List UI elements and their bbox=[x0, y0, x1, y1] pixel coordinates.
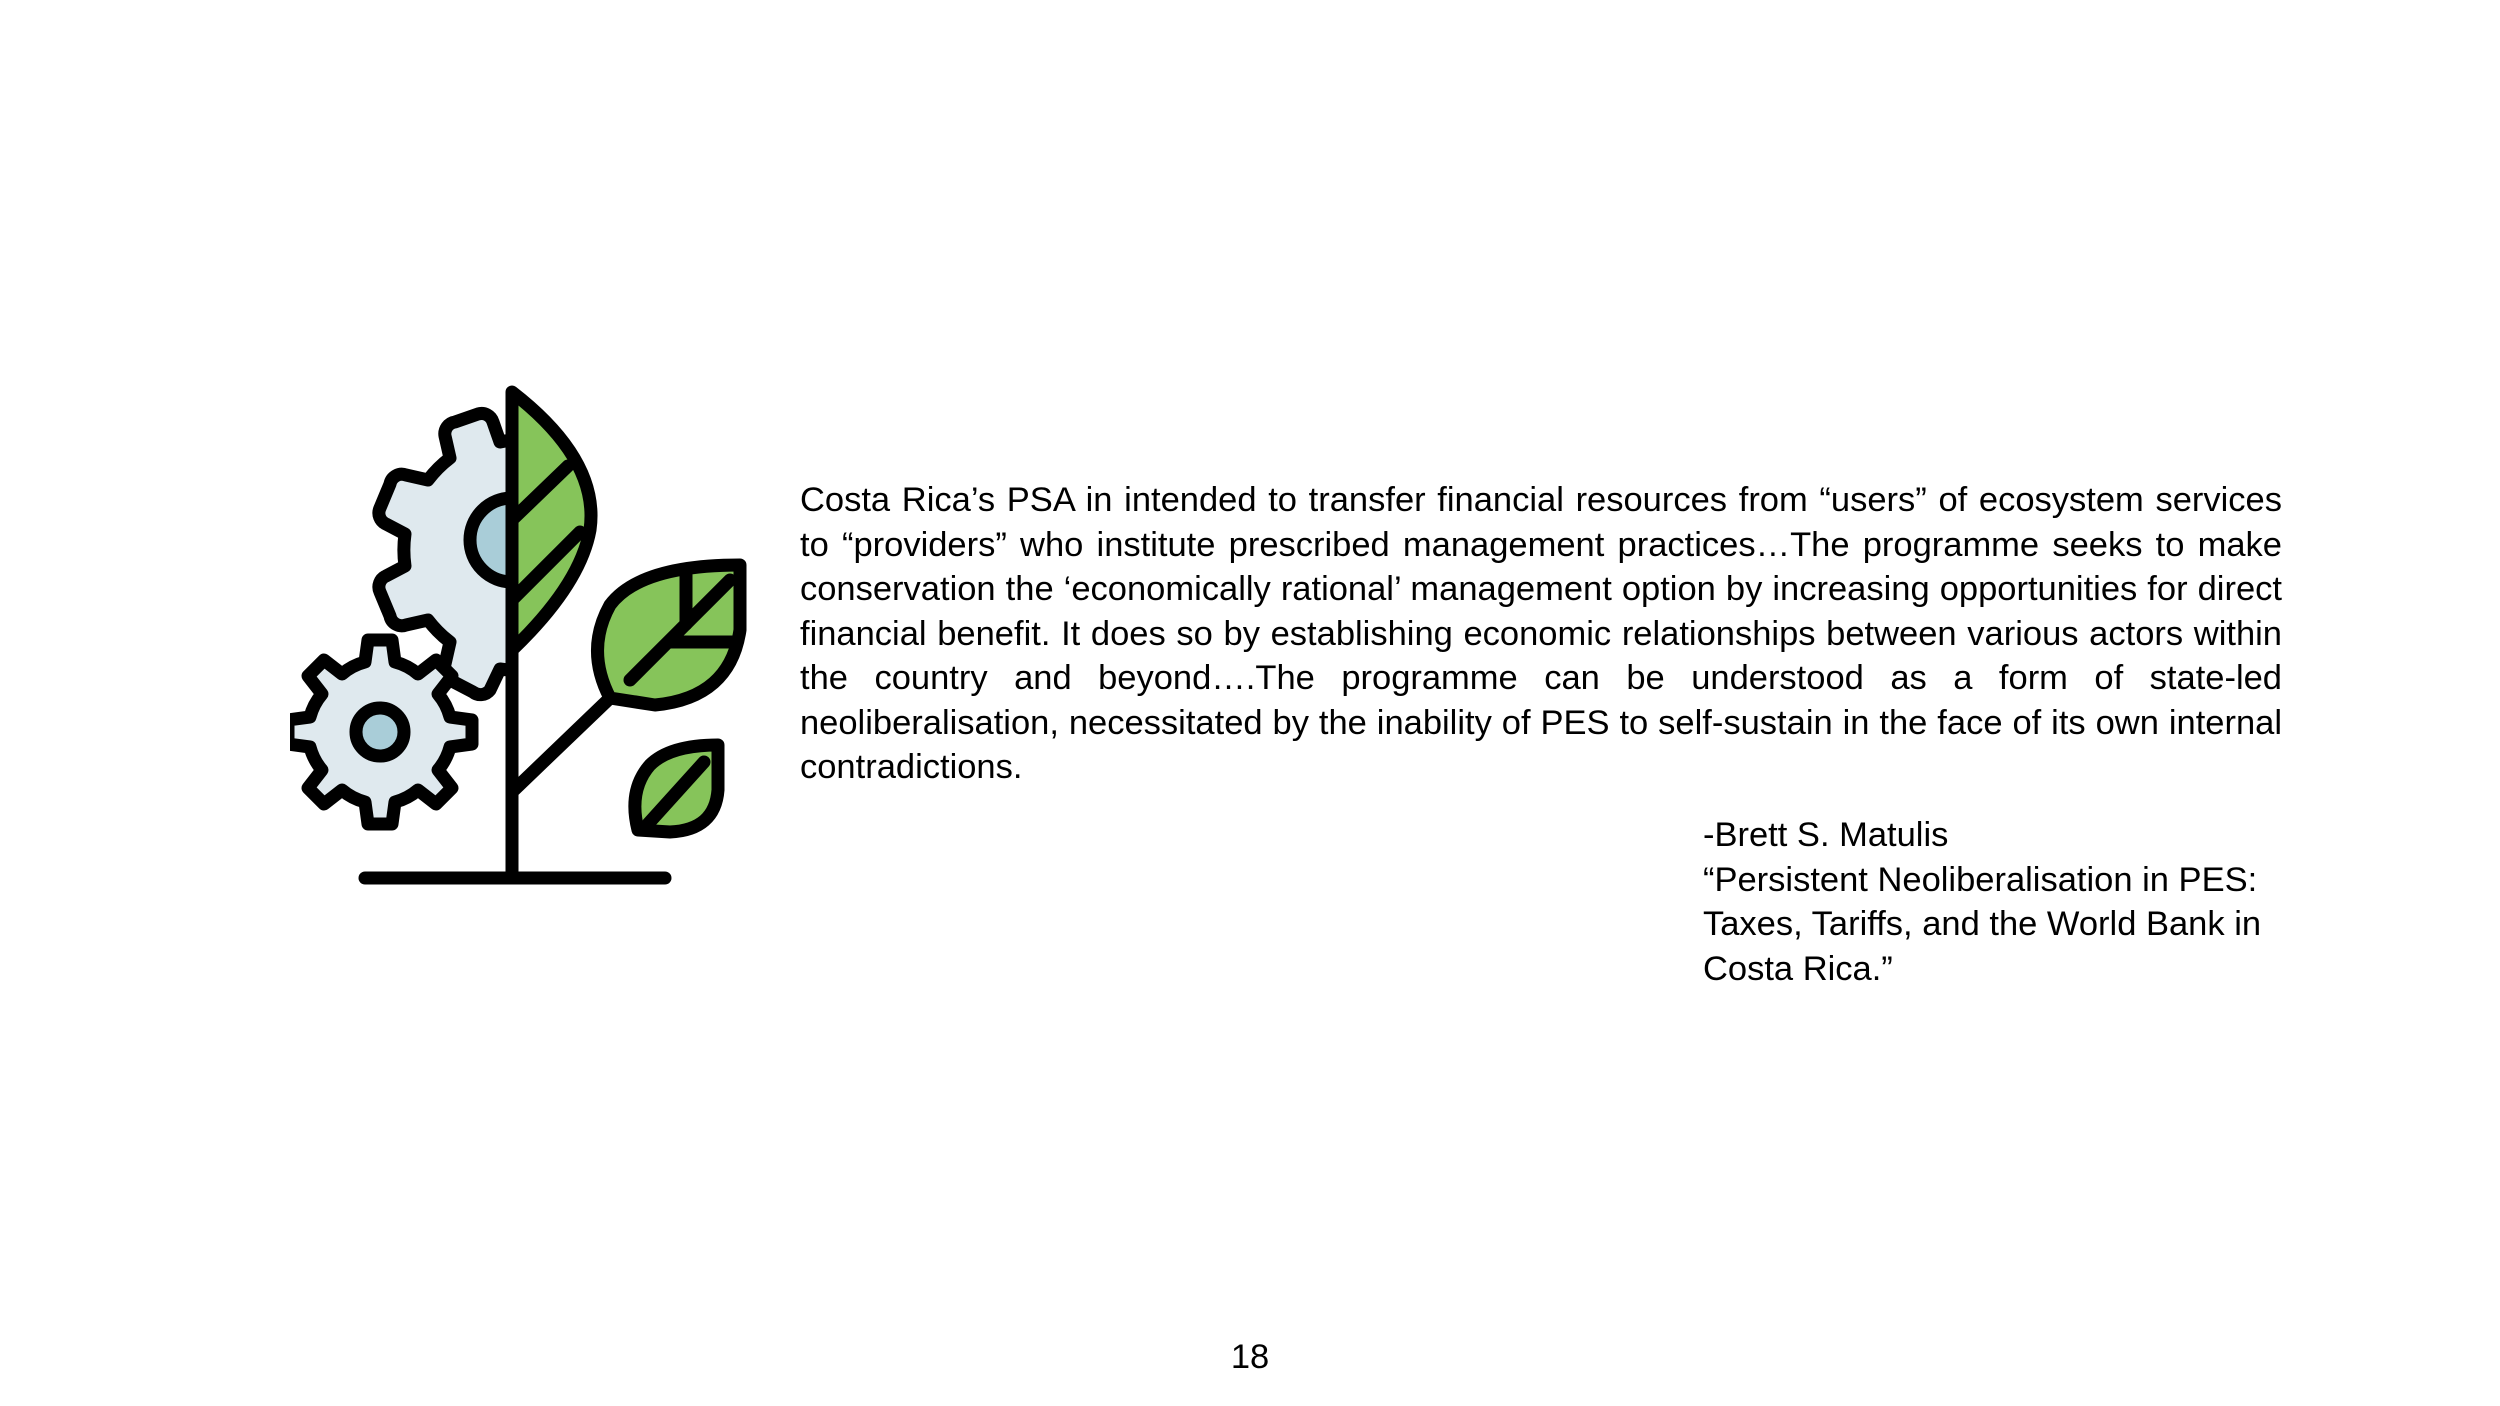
middle-leaf-icon bbox=[598, 565, 741, 705]
bottom-leaf-icon bbox=[635, 745, 718, 832]
quote-text: Costa Rica’s PSA in intended to transfer financial resources from “users” of ecosystem services to “providers” who institute prescribed management practices…The programme seeks to make conservation the ‘economically rational’ management option by increasing opportunities for direct financial benefit. It does so by establishing economic relationships between various actors within the country and beyond….The programme can be understood as a form of state-led neoliberalisation, necessitated by the inability of PES to self-sustain in the face of its own internal contradictions. bbox=[800, 481, 2282, 786]
top-leaf-icon bbox=[512, 392, 591, 650]
small-gear-icon bbox=[290, 640, 472, 824]
attribution-title-line-3: Costa Rica.” bbox=[1703, 949, 1893, 988]
attribution-title-line-1: “Persistent Neoliberalisation in PES: bbox=[1703, 860, 2258, 899]
attribution-title-line-2: Taxes, Tariffs, and the World Bank in bbox=[1703, 905, 2262, 943]
plant-with-gears-icon bbox=[290, 380, 750, 900]
attribution-author: -Brett S. Matulis bbox=[1703, 816, 1949, 854]
quote-attribution bbox=[1703, 813, 2303, 991]
plant-branch bbox=[512, 698, 610, 792]
page-number: 18 bbox=[1230, 1338, 1270, 1376]
